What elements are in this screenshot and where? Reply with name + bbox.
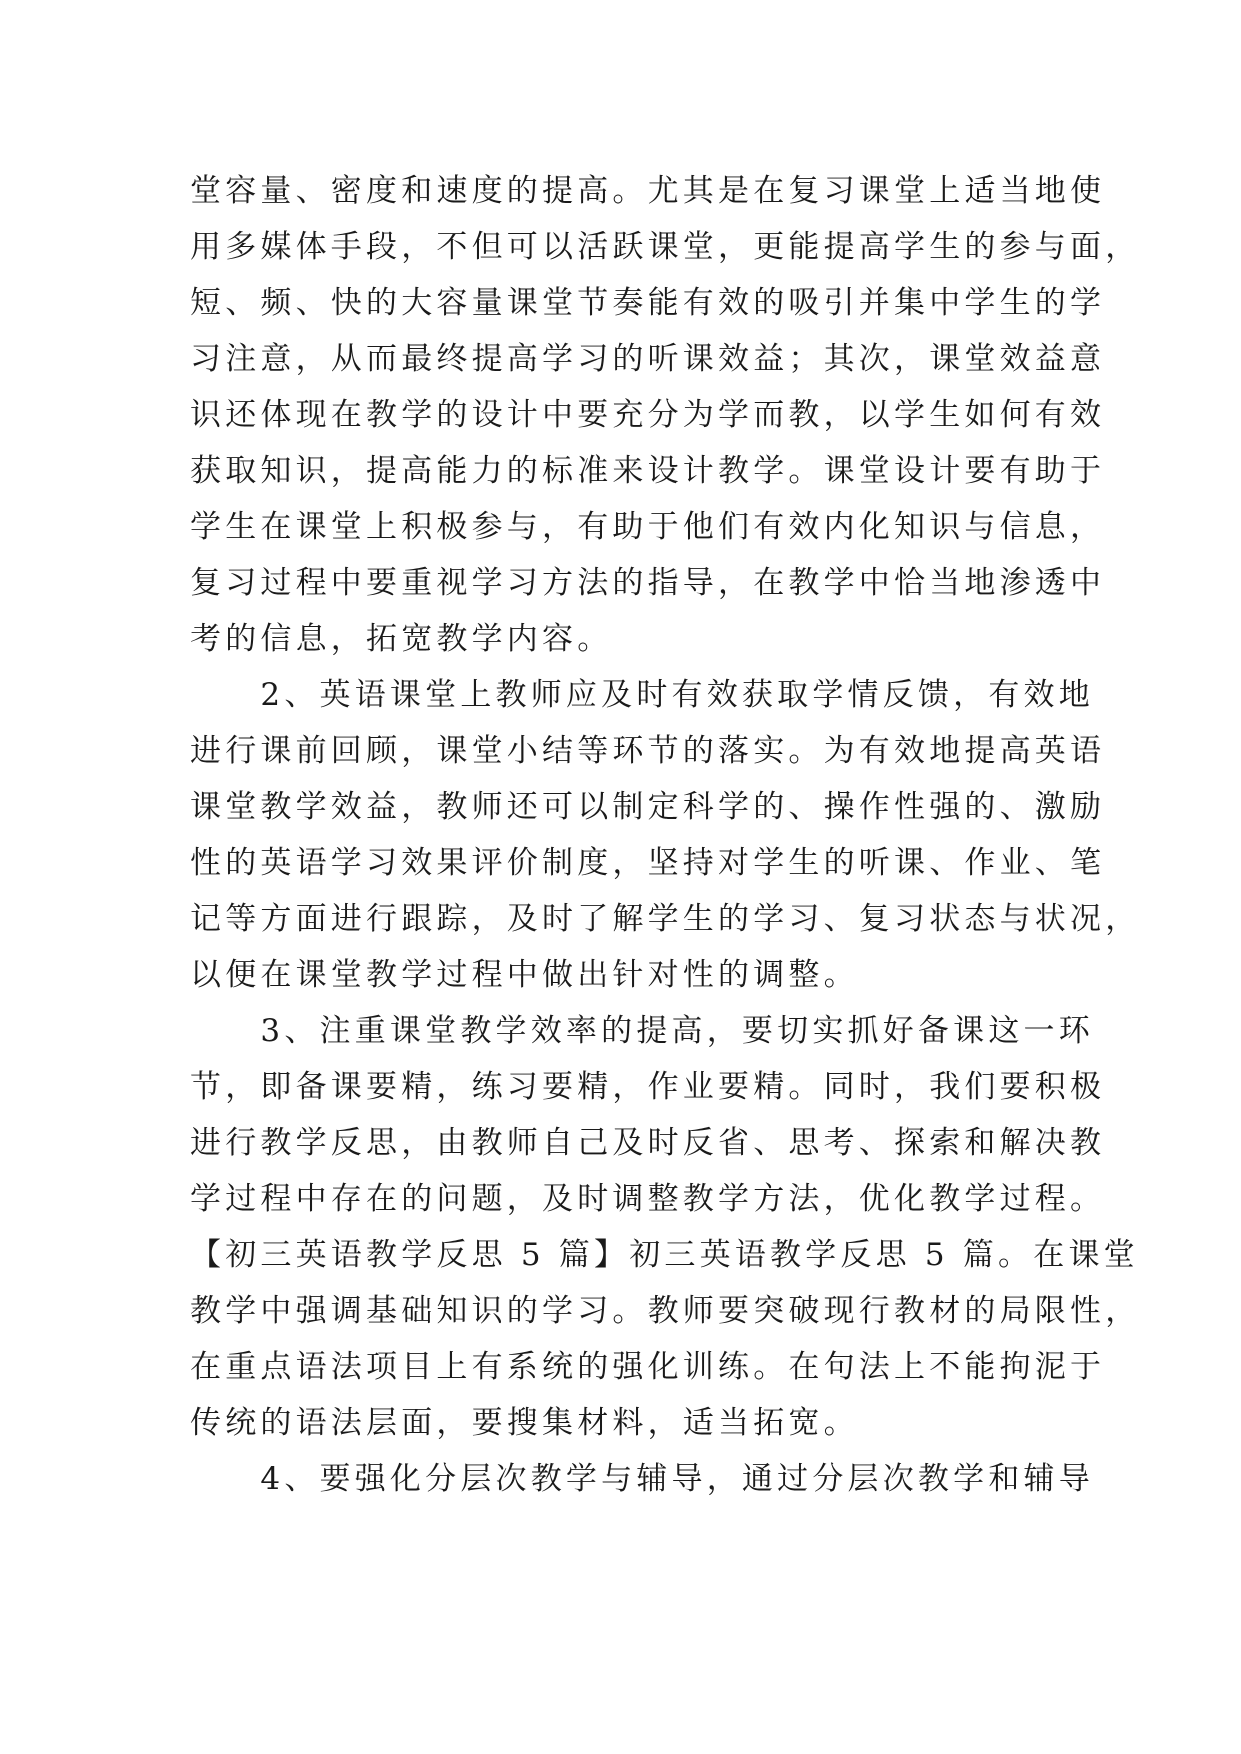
text-line: 堂容量、密度和速度的提高。尤其是在复习课堂上适当地使 — [190, 173, 1106, 209]
text-line: 以便在课堂教学过程中做出针对性的调整。 — [190, 957, 859, 993]
text-line: 复习过程中要重视学习方法的指导，在教学中恰当地渗透中 — [190, 565, 1106, 601]
text-line: 用多媒体手段，不但可以活跃课堂，更能提高学生的参与面， — [190, 229, 1141, 265]
paragraph-start-line: 4、要强化分层次教学与辅导，通过分层次教学和辅导 — [190, 1461, 1094, 1497]
text-line: 识还体现在教学的设计中要充分为学而教，以学生如何有效 — [190, 397, 1106, 433]
text-line: 传统的语法层面，要搜集材料，适当拓宽。 — [190, 1405, 859, 1441]
text-line: 进行课前回顾，课堂小结等环节的落实。为有效地提高英语 — [190, 733, 1106, 769]
text-line: 获取知识，提高能力的标准来设计教学。课堂设计要有助于 — [190, 453, 1106, 489]
paragraph-start-line: 2、英语课堂上教师应及时有效获取学情反馈，有效地 — [190, 677, 1094, 713]
text-line: 【初三英语教学反思 5 篇】初三英语教学反思 5 篇。在课堂 — [190, 1237, 1139, 1273]
paragraph-start-line: 3、注重课堂教学效率的提高，要切实抓好备课这一环 — [190, 1013, 1094, 1049]
text-line: 习注意，从而最终提高学习的听课效益；其次，课堂效益意 — [190, 341, 1106, 377]
text-line: 教学中强调基础知识的学习。教师要突破现行教材的局限性， — [190, 1293, 1141, 1329]
text-line: 考的信息，拓宽教学内容。 — [190, 621, 613, 657]
text-line: 节，即备课要精，练习要精，作业要精。同时，我们要积极 — [190, 1069, 1106, 1105]
text-line: 记等方面进行跟踪，及时了解学生的学习、复习状态与状况， — [190, 901, 1141, 937]
text-line: 进行教学反思，由教师自己及时反省、思考、探索和解决教 — [190, 1125, 1106, 1161]
text-line: 短、频、快的大容量课堂节奏能有效的吸引并集中学生的学 — [190, 285, 1106, 321]
text-line: 学过程中存在的问题，及时调整教学方法，优化教学过程。 — [190, 1181, 1106, 1217]
text-line: 学生在课堂上积极参与，有助于他们有效内化知识与信息， — [190, 509, 1106, 545]
text-line: 课堂教学效益，教师还可以制定科学的、操作性强的、激励 — [190, 789, 1106, 825]
body-text — [190, 163, 1141, 1507]
text-line: 在重点语法项目上有系统的强化训练。在句法上不能拘泥于 — [190, 1349, 1106, 1385]
text-line: 性的英语学习效果评价制度，坚持对学生的听课、作业、笔 — [190, 845, 1106, 881]
